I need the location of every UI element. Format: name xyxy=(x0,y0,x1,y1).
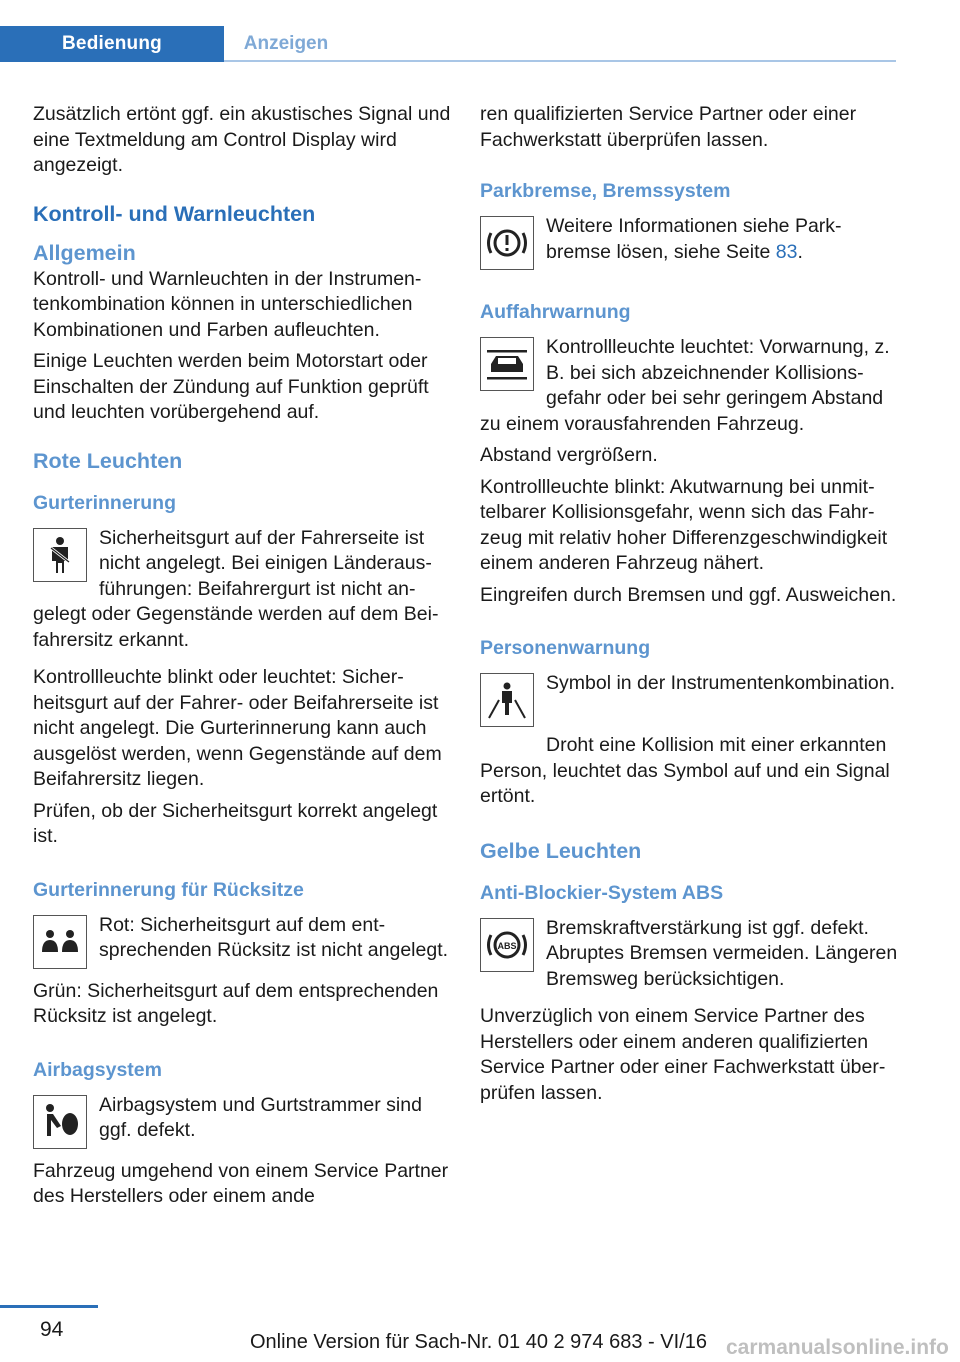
header-divider xyxy=(224,60,896,62)
right-column xyxy=(480,102,900,1112)
auffahr-paragraph-2: Abstand vergrößern. xyxy=(480,444,658,466)
park-item xyxy=(480,214,900,274)
header-bar xyxy=(0,0,896,62)
heading-kontroll: Kontroll- und Warnleuchten xyxy=(33,201,316,226)
airbag-paragraph-2: Fahrzeug umgehend von einem Service Partner des Herstellers oder einem ande xyxy=(33,1159,449,1207)
park-paragraph xyxy=(480,214,900,265)
pedestrian-warning-icon xyxy=(480,673,534,727)
tab-bedienung[interactable]: Bedienung xyxy=(0,26,224,62)
footer-divider xyxy=(0,1305,98,1308)
heading-parkbremse: Parkbremse, Bremssystem xyxy=(480,180,731,202)
rear-seatbelt-icon xyxy=(33,915,87,969)
abs-paragraph-2: Unverzüglich von einem Service Partner des Herstellers oder einem anderen qualifizierten Service Partner oder einer Fachwerkstatt überprüfen lassen. xyxy=(480,1005,886,1104)
person-item xyxy=(480,671,900,731)
svg-text:ABS: ABS xyxy=(497,940,517,951)
abs-icon xyxy=(480,918,534,972)
heading-rote-leuchten: Rote Leuchten xyxy=(33,448,183,473)
park-text: Weitere Informationen siehe Parkbremse lösen, siehe Seite xyxy=(546,215,842,263)
airbag-paragraph-1: Airbagsystem und Gurtstrammer sind ggf. defekt. xyxy=(99,1093,422,1141)
gurt-paragraph-2: Kontrollleuchte blinkt oder leuchtet: Sicherheitsgurt auf der Fahrer- oder Beifahrerseite ist nicht angelegt. Die Gurterinnerung kann auch ausgelöst werden, wenn Gegenstände auf dem Beifahrersitz liegen. xyxy=(33,666,442,790)
person-paragraph-2: Droht eine Kollision mit einer erkannten Person, leuchtet das Symbol auf und ein Signal ertönt. xyxy=(480,734,890,807)
rueck-item xyxy=(33,913,453,973)
airbag-icon xyxy=(33,1095,87,1149)
park-page-link[interactable]: 83 xyxy=(775,240,798,263)
gurt-paragraph-3: Prüfen, ob der Sicherheitsgurt korrekt angelegt ist. xyxy=(33,799,438,847)
person-paragraph-1: Symbol in der Instrumentenkombination. xyxy=(546,672,896,694)
heading-auffahrwarnung: Auffahrwarnung xyxy=(480,301,631,323)
gurt-item xyxy=(33,526,453,660)
heading-gurterinnerung: Gurterinnerung xyxy=(33,491,177,514)
rueck-paragraph-2: Grün: Sicherheitsgurt auf dem entsprechenden Rücksitz ist angelegt. xyxy=(33,979,439,1027)
abs-item xyxy=(480,916,900,999)
heading-allgemein: Allgemein xyxy=(33,240,136,265)
intro-paragraph: Zusätzlich ertönt ggf. ein akustisches Signal und eine Textmeldung am Control Display wird angezeigt. xyxy=(33,103,451,176)
heading-abs: Anti-Blockier-System ABS xyxy=(480,881,724,904)
auffahr-paragraph-1: Kontrollleuchte leuchtet: Vorwarnung, z. B. bei sich abzeichnender Kollisionsgefahr oder bei sehr geringem Abstand zu einem vorausfahrenden Fahrzeug. xyxy=(480,336,890,435)
auffahr-paragraph-3: Kontrollleuchte blinkt: Akutwarnung bei unmittelbarer Kollisionsgefahr, wenn sich das Fahrzeug mit relativ hoher Differenzgeschwindigkeit einem anderen Fahrzeug nähert. xyxy=(480,475,888,574)
heading-airbagsystem: Airbagsystem xyxy=(33,1058,162,1081)
collision-warning-icon xyxy=(480,337,534,391)
right-continuation: ren qualifizierten Service Partner oder einer Fachwerkstatt überprüfen lassen. xyxy=(480,103,857,151)
heading-gelbe-leuchten: Gelbe Leuchten xyxy=(480,838,642,863)
auffahr-paragraph-4: Eingreifen durch Bremsen und ggf. Ausweichen. xyxy=(480,583,897,606)
watermark: carmanualsonline.info xyxy=(726,1336,949,1359)
gurt-paragraph-1: Sicherheitsgurt auf der Fahrerseite ist nicht angelegt. Bei einigen Länderausführungen: Beifahrergurt ist nicht angelegt oder Gegenstände werden auf dem Beifahrersitz erkannt. xyxy=(33,526,439,651)
abs-paragraph-1: Bremskraftverstärkung ist ggf. defekt. Abruptes Bremsen vermeiden. Längeren Bremsweg berücksichtigen. xyxy=(546,916,898,990)
tab-anzeigen[interactable]: Anzeigen xyxy=(243,33,329,54)
park-end: . xyxy=(797,240,803,263)
heading-personenwarnung: Personenwarnung xyxy=(480,637,651,659)
page-number: 94 xyxy=(40,1318,64,1341)
allgemein-paragraph-1: Kontroll- und Warnleuchten in der Instrumentenkombination können in unterschiedlichen Kombinationen und Farben aufleuchten. xyxy=(33,267,422,341)
auffahr-item xyxy=(480,335,900,437)
rueck-paragraph-1: Rot: Sicherheitsgurt auf dem entsprechenden Rücksitz ist nicht angelegt. xyxy=(99,913,449,961)
left-column xyxy=(33,102,453,1216)
online-version: Online Version für Sach-Nr. 01 40 2 974 683 - VI/16 xyxy=(250,1331,707,1353)
brake-warning-icon xyxy=(480,216,534,270)
heading-gurt-ruecksitze: Gurterinnerung für Rücksitze xyxy=(33,878,304,901)
allgemein-paragraph-2: Einige Leuchten werden beim Motorstart oder Einschalten der Zündung auf Funktion geprüft und leuchten vorübergehend auf. xyxy=(33,350,429,423)
airbag-item xyxy=(33,1093,453,1153)
seatbelt-icon xyxy=(33,528,87,582)
